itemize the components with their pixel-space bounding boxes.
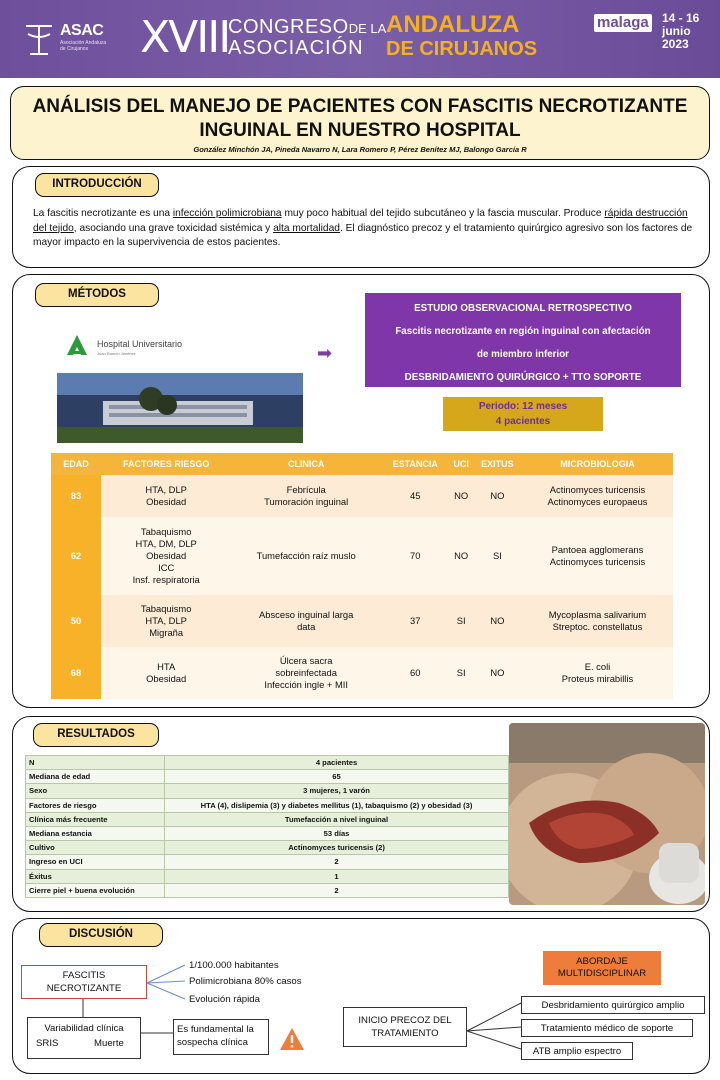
cell-factores [101,595,231,647]
intro-text-part: muy poco habitual del tejido subcutáneo y la fascia muscular. Produce [281,208,605,219]
congress-word [228,17,386,39]
cell-edad: 50 [51,595,101,647]
result-value: 2 [165,855,509,869]
table-row [26,756,509,770]
cell-line: Absceso inguinal larga [259,609,354,620]
cell-line: Tumoración inguinal [264,496,349,507]
dates-month: junio [662,24,691,38]
result-label: Mediana de edad [26,770,165,784]
result-value: 65 [165,770,509,784]
col-header: ESTANCIA [381,453,449,475]
cell-edad: 83 [51,475,101,517]
treatment-item: Desbridamiento quirúrgico amplio [521,996,705,1014]
cell-estancia: 70 [381,517,449,595]
fact-item: 1/100.000 habitantes [189,960,279,971]
cell-edad: 62 [51,517,101,595]
cell-line: Tabaquismo [140,603,192,614]
fascitis-text: FASCITIS [62,970,106,981]
result-label: Sexo [26,784,165,798]
necrotizante-text: NECROTIZANTE [46,983,122,994]
intro-highlight: alta mortalidad [273,222,340,234]
table-row [26,812,509,826]
col-header: MICROBIOLOGIA [522,453,673,475]
result-label: Factores de riesgo [26,798,165,812]
cirujanos-word: DE CIRUJANOS [386,38,538,60]
col-header: EXITUS [473,453,522,475]
result-label: Éxitus [26,869,165,883]
cell-line: Obesidad [146,673,187,684]
intro-highlight: infección polimicrobiana [172,208,282,219]
asac-subtitle: Asociación Andaluza de Cirujanos [60,40,107,52]
cell-uci: NO [449,475,472,517]
cell-line: Actinomyces turicensis [549,556,646,567]
cell-line: Actinomyces europaeus [547,496,648,507]
cell-line: sobreinfectada [275,667,337,678]
cell-estancia: 60 [381,647,449,699]
arrow-right-icon: ➡ [317,343,333,363]
table-row [26,784,509,798]
cell-line: Úlcera sacra [279,655,333,666]
table-row [26,869,509,883]
resultados-section [12,716,710,912]
fascitis-node [21,965,147,999]
result-label: Cierre piel + buena evolución [26,883,165,897]
sris-text: SRIS [36,1038,59,1049]
intro-text-part: . El diagnóstico precoz y el tratamiento quirúrgico agresivo son los factores de mayor impacto en la supervivencia de estos pacientes. [33,222,693,248]
fundamental-text: Es fundamental la [177,1024,254,1035]
cell-estancia: 37 [381,595,449,647]
cell-line: ICC [158,562,175,573]
cell-uci: SI [449,595,472,647]
result-value: HTA (4), dislipemia (3) y diabetes mellitus (1), tabaquismo (2) y obesidad (3) [165,798,509,812]
table-row [51,595,673,647]
sospecha-node [173,1019,269,1055]
table-row [51,475,673,517]
fact-item: Polimicrobiana 80% casos [189,976,302,987]
intro-tag: INTRODUCCIÓN [35,173,159,197]
cell-line: Proteus mirabillis [561,673,634,684]
cell-line: Insf. respiratoria [132,574,200,585]
wound-image [509,723,705,905]
clinical-wound-photo [509,723,705,905]
result-value: 53 días [165,826,509,840]
cell-exitus: NO [473,647,522,699]
cell-line: HTA, DLP [145,484,187,495]
result-value: 4 pacientes [165,756,509,770]
asociacion-word: ASOCIACIÓN [228,37,364,59]
result-label: N [26,756,165,770]
cell-line: Tumefacción raíz muslo [256,550,356,561]
inicio-precoz-node [343,1007,467,1047]
cell-line: Migraña [149,627,184,638]
result-value: 1 [165,869,509,883]
intro-text-part: La fascitis necrotizante es una [33,208,173,219]
cell-line: Streptoc. constellatus [552,621,643,632]
cell-micro [522,475,673,517]
cell-exitus: SI [473,517,522,595]
cell-exitus: NO [473,595,522,647]
muerte-text: Muerte [94,1038,124,1049]
table-row [26,770,509,784]
cell-clinica [231,595,381,647]
cell-clinica [231,517,381,595]
asac-name: ASAC [60,22,104,39]
cell-line: E. coli [584,661,611,672]
treatment-item: ATB amplio espectro [521,1042,633,1060]
cell-factores [101,647,231,699]
table-row [26,841,509,855]
cell-line: Pantoea agglomerans [551,544,644,555]
col-header: UCI [449,453,472,475]
result-label: Mediana estancia [26,826,165,840]
study-line: Fascitis necrotizante en región inguinal con afectación [395,326,651,337]
discusion-tag: DISCUSIÓN [39,923,163,947]
sospecha-text: sospecha clínica [177,1037,248,1048]
cell-factores [101,475,231,517]
table-row [26,855,509,869]
study-line: de miembro inferior [477,349,569,360]
congreso-text: CONGRESO [228,16,349,38]
result-label: Clínica más frecuente [26,812,165,826]
table-header-row [51,453,673,475]
cell-clinica [231,647,381,699]
intro-section [12,166,710,268]
sris-row [28,1035,140,1049]
congress-banner [0,0,720,78]
cell-line: Mycoplasma salivarium [548,609,647,620]
period-box [443,397,603,431]
cell-line: HTA, DLP [145,615,187,626]
result-label: Ingreso en UCI [26,855,165,869]
col-header: CLINICA [231,453,381,475]
cell-line: HTA, DM, DLP [135,538,197,549]
result-label: Cultivo [26,841,165,855]
col-header: EDAD [51,453,101,475]
cell-line: HTA [157,661,176,672]
cell-line: Febrícula [286,484,326,495]
results-table [25,755,509,898]
inicio-text: INICIO PRECOZ DEL [358,1015,452,1026]
table-row [51,647,673,699]
hospital-subname: Juan Ramón Jiménez [97,351,136,356]
cell-edad: 68 [51,647,101,699]
city-logo: malaga [594,14,652,32]
col-header: FACTORES RIESGO [101,453,231,475]
metodos-section [12,274,710,708]
cell-micro [522,595,673,647]
study-line: DESBRIDAMIENTO QUIRÚRGICO + TTO SOPORTE [404,372,642,383]
cell-exitus: NO [473,475,522,517]
dates-year: 2023 [662,37,689,51]
patients-count: 4 pacientes [495,416,551,427]
multidisciplinar-text: MULTIDISCIPLINAR [557,968,647,979]
cell-line: Tabaquismo [140,526,192,537]
poster-title-box [10,86,710,160]
treatment-item: Tratamiento médico de soporte [521,1019,693,1037]
cell-micro [522,517,673,595]
period-text: Periodo: 12 meses [478,401,568,412]
poster-authors: González Minchón JA, Pineda Navarro N, Lara Romero P, Pérez Benítez MJ, Balongo García R [193,145,527,154]
cell-line: Obesidad [146,550,187,561]
abordaje-text: ABORDAJE [576,956,628,967]
table-row [26,826,509,840]
de-la-text: DE LA [348,21,387,36]
patients-table [51,453,673,699]
table-row [26,883,509,897]
study-line: ESTUDIO OBSERVACIONAL RETROSPECTIVO [414,303,632,314]
resultados-tag: RESULTADOS [33,723,159,747]
cell-estancia: 45 [381,475,449,517]
study-design-box [365,293,681,387]
result-value: Tumefacción a nivel inguinal [165,812,509,826]
table-row [26,798,509,812]
poster-title: ANÁLISIS DEL MANEJO DE PACIENTES CON FASCITIS NECROTIZANTE INGUINAL EN NUESTRO HOSPITAL [32,96,688,141]
variabilidad-node [27,1017,141,1059]
congress-dates [662,12,699,51]
result-value: 2 [165,883,509,897]
variabilidad-text: Variabilidad clínica [44,1023,124,1034]
cell-line: Actinomyces turicensis [549,484,646,495]
hospital-image [57,319,303,443]
cell-line: data [297,621,316,632]
cell-line: Infección ingle + MII [264,679,348,690]
cell-micro [522,647,673,699]
fact-item: Evolución rápida [189,994,260,1005]
congress-number: XVIII [140,12,230,63]
cell-factores [101,517,231,595]
abordaje-box [543,951,661,985]
cell-uci: SI [449,647,472,699]
metodos-tag: MÉTODOS [35,283,159,307]
discusion-section [12,918,710,1074]
hospital-photo [57,319,303,443]
warning-icon [279,1027,305,1051]
result-value: Actinomyces turicensis (2) [165,841,509,855]
intro-highlight: rápida destrucción del tejido [33,208,688,234]
andaluza-word: ANDALUZA [386,11,520,38]
cell-line: Obesidad [146,496,187,507]
cell-clinica [231,475,381,517]
dates-days: 14 - 16 [662,11,700,25]
result-value: 3 mujeres, 1 varón [165,784,509,798]
intro-paragraph [33,207,693,251]
tratamiento-text: TRATAMIENTO [371,1028,439,1039]
intro-text-part: , asociando una grave toxicidad sistémica y [73,222,274,234]
hospital-name: Hospital Universitario [97,339,183,349]
table-row [51,517,673,595]
cell-uci: NO [449,517,472,595]
